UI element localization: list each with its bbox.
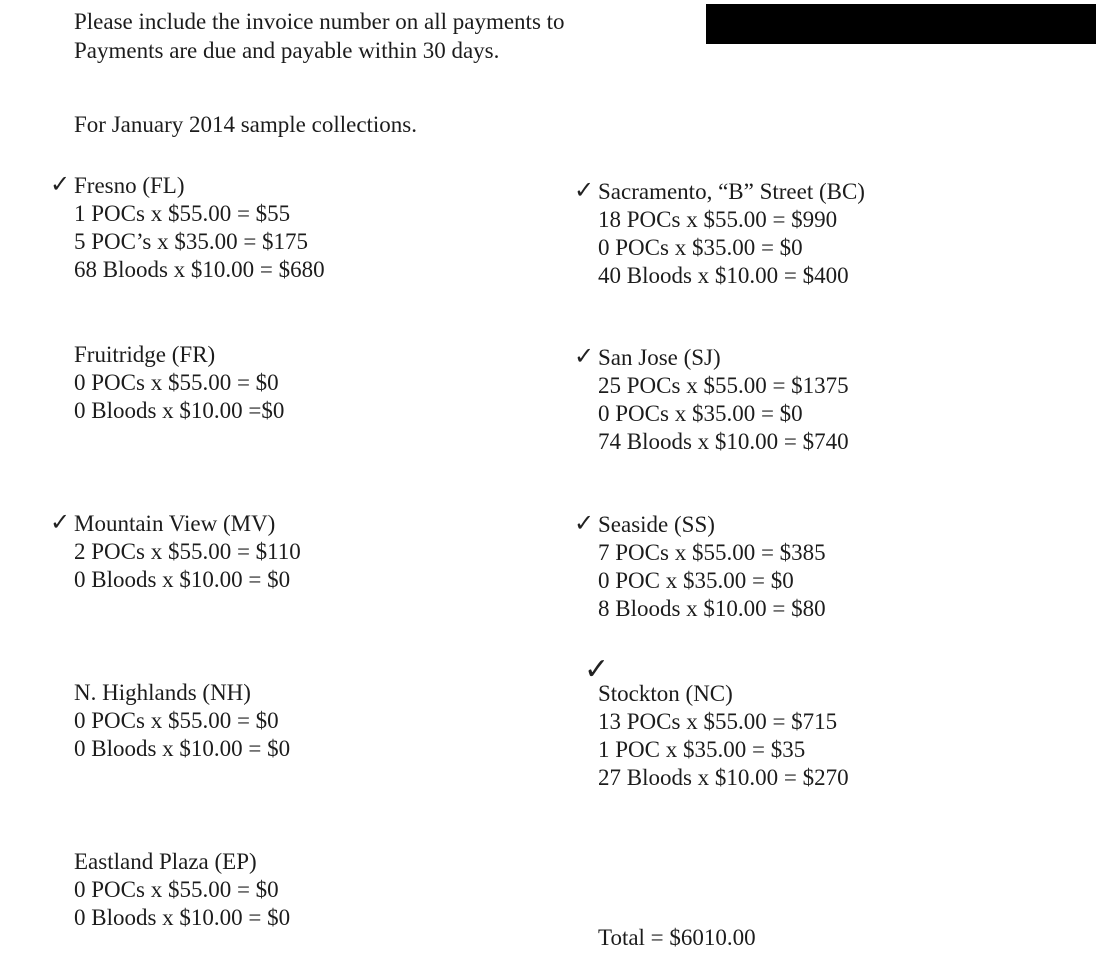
- line-item: 0 POCs x $55.00 = $0: [74, 877, 279, 902]
- line-item: 7 POCs x $55.00 = $385: [598, 540, 826, 565]
- line-item: 27 Bloods x $10.00 = $270: [598, 765, 849, 790]
- line-item: 5 POC’s x $35.00 = $175: [74, 229, 309, 254]
- site-name: Eastland Plaza (EP): [74, 849, 257, 874]
- site-name: Fruitridge (FR): [74, 342, 216, 367]
- checkmark-icon: ✓: [574, 342, 595, 370]
- site-name: Sacramento, “B” Street (BC): [598, 179, 865, 204]
- site-mountain-view: [50, 508, 301, 594]
- checkmark-icon: ✓: [584, 652, 610, 687]
- line-item: 0 Bloods x $10.00 = $0: [74, 905, 291, 930]
- line-item: 18 POCs x $55.00 = $990: [598, 207, 838, 232]
- line-item: 0 POCs x $55.00 = $0: [74, 370, 279, 395]
- site-name: Stockton (NC): [598, 681, 733, 706]
- site-eastland-plaza: [74, 848, 290, 932]
- line-item: 13 POCs x $55.00 = $715: [598, 709, 838, 734]
- site-stockton: [584, 652, 849, 792]
- site-seaside: [574, 509, 826, 623]
- site-name: N. Highlands (NH): [74, 680, 251, 705]
- redaction-block: [706, 4, 1096, 44]
- line-item: 0 Bloods x $10.00 = $0: [74, 567, 291, 592]
- line-item: 0 POCs x $55.00 = $0: [74, 708, 279, 733]
- checkmark-icon: ✓: [50, 508, 71, 536]
- site-fruitridge: [74, 341, 284, 425]
- site-name: Seaside (SS): [598, 512, 715, 537]
- site-fresno: [50, 170, 325, 284]
- line-item: 2 POCs x $55.00 = $110: [74, 539, 301, 564]
- line-item: 74 Bloods x $10.00 = $740: [598, 429, 849, 454]
- line-item: 40 Bloods x $10.00 = $400: [598, 263, 849, 288]
- site-name: Mountain View (MV): [74, 511, 276, 536]
- collection-period: For January 2014 sample collections.: [74, 112, 418, 137]
- site-san-jose: [574, 342, 849, 456]
- site-n-highlands: [74, 679, 290, 763]
- line-item: 25 POCs x $55.00 = $1375: [598, 373, 849, 398]
- line-item: 1 POC x $35.00 = $35: [598, 737, 806, 762]
- line-item: 0 POCs x $35.00 = $0: [598, 235, 803, 260]
- invoice-total: Total = $6010.00: [598, 925, 756, 950]
- checkmark-icon: ✓: [574, 176, 595, 204]
- payment-instruction: Please include the invoice number on all payments to: [74, 9, 565, 34]
- line-item: 0 Bloods x $10.00 =$0: [74, 398, 285, 423]
- site-name: San Jose (SJ): [598, 345, 721, 370]
- line-item: 68 Bloods x $10.00 = $680: [74, 257, 325, 282]
- payment-terms: Payments are due and payable within 30 days.: [74, 38, 500, 63]
- line-item: 0 Bloods x $10.00 = $0: [74, 736, 291, 761]
- site-sacramento-b-street: [574, 176, 865, 290]
- line-item: 8 Bloods x $10.00 = $80: [598, 596, 826, 621]
- line-item: 1 POCs x $55.00 = $55: [74, 201, 291, 226]
- checkmark-icon: ✓: [50, 170, 71, 198]
- checkmark-icon: ✓: [574, 509, 595, 537]
- line-item: 0 POCs x $35.00 = $0: [598, 401, 803, 426]
- line-item: 0 POC x $35.00 = $0: [598, 568, 794, 593]
- site-name: Fresno (FL): [74, 173, 185, 198]
